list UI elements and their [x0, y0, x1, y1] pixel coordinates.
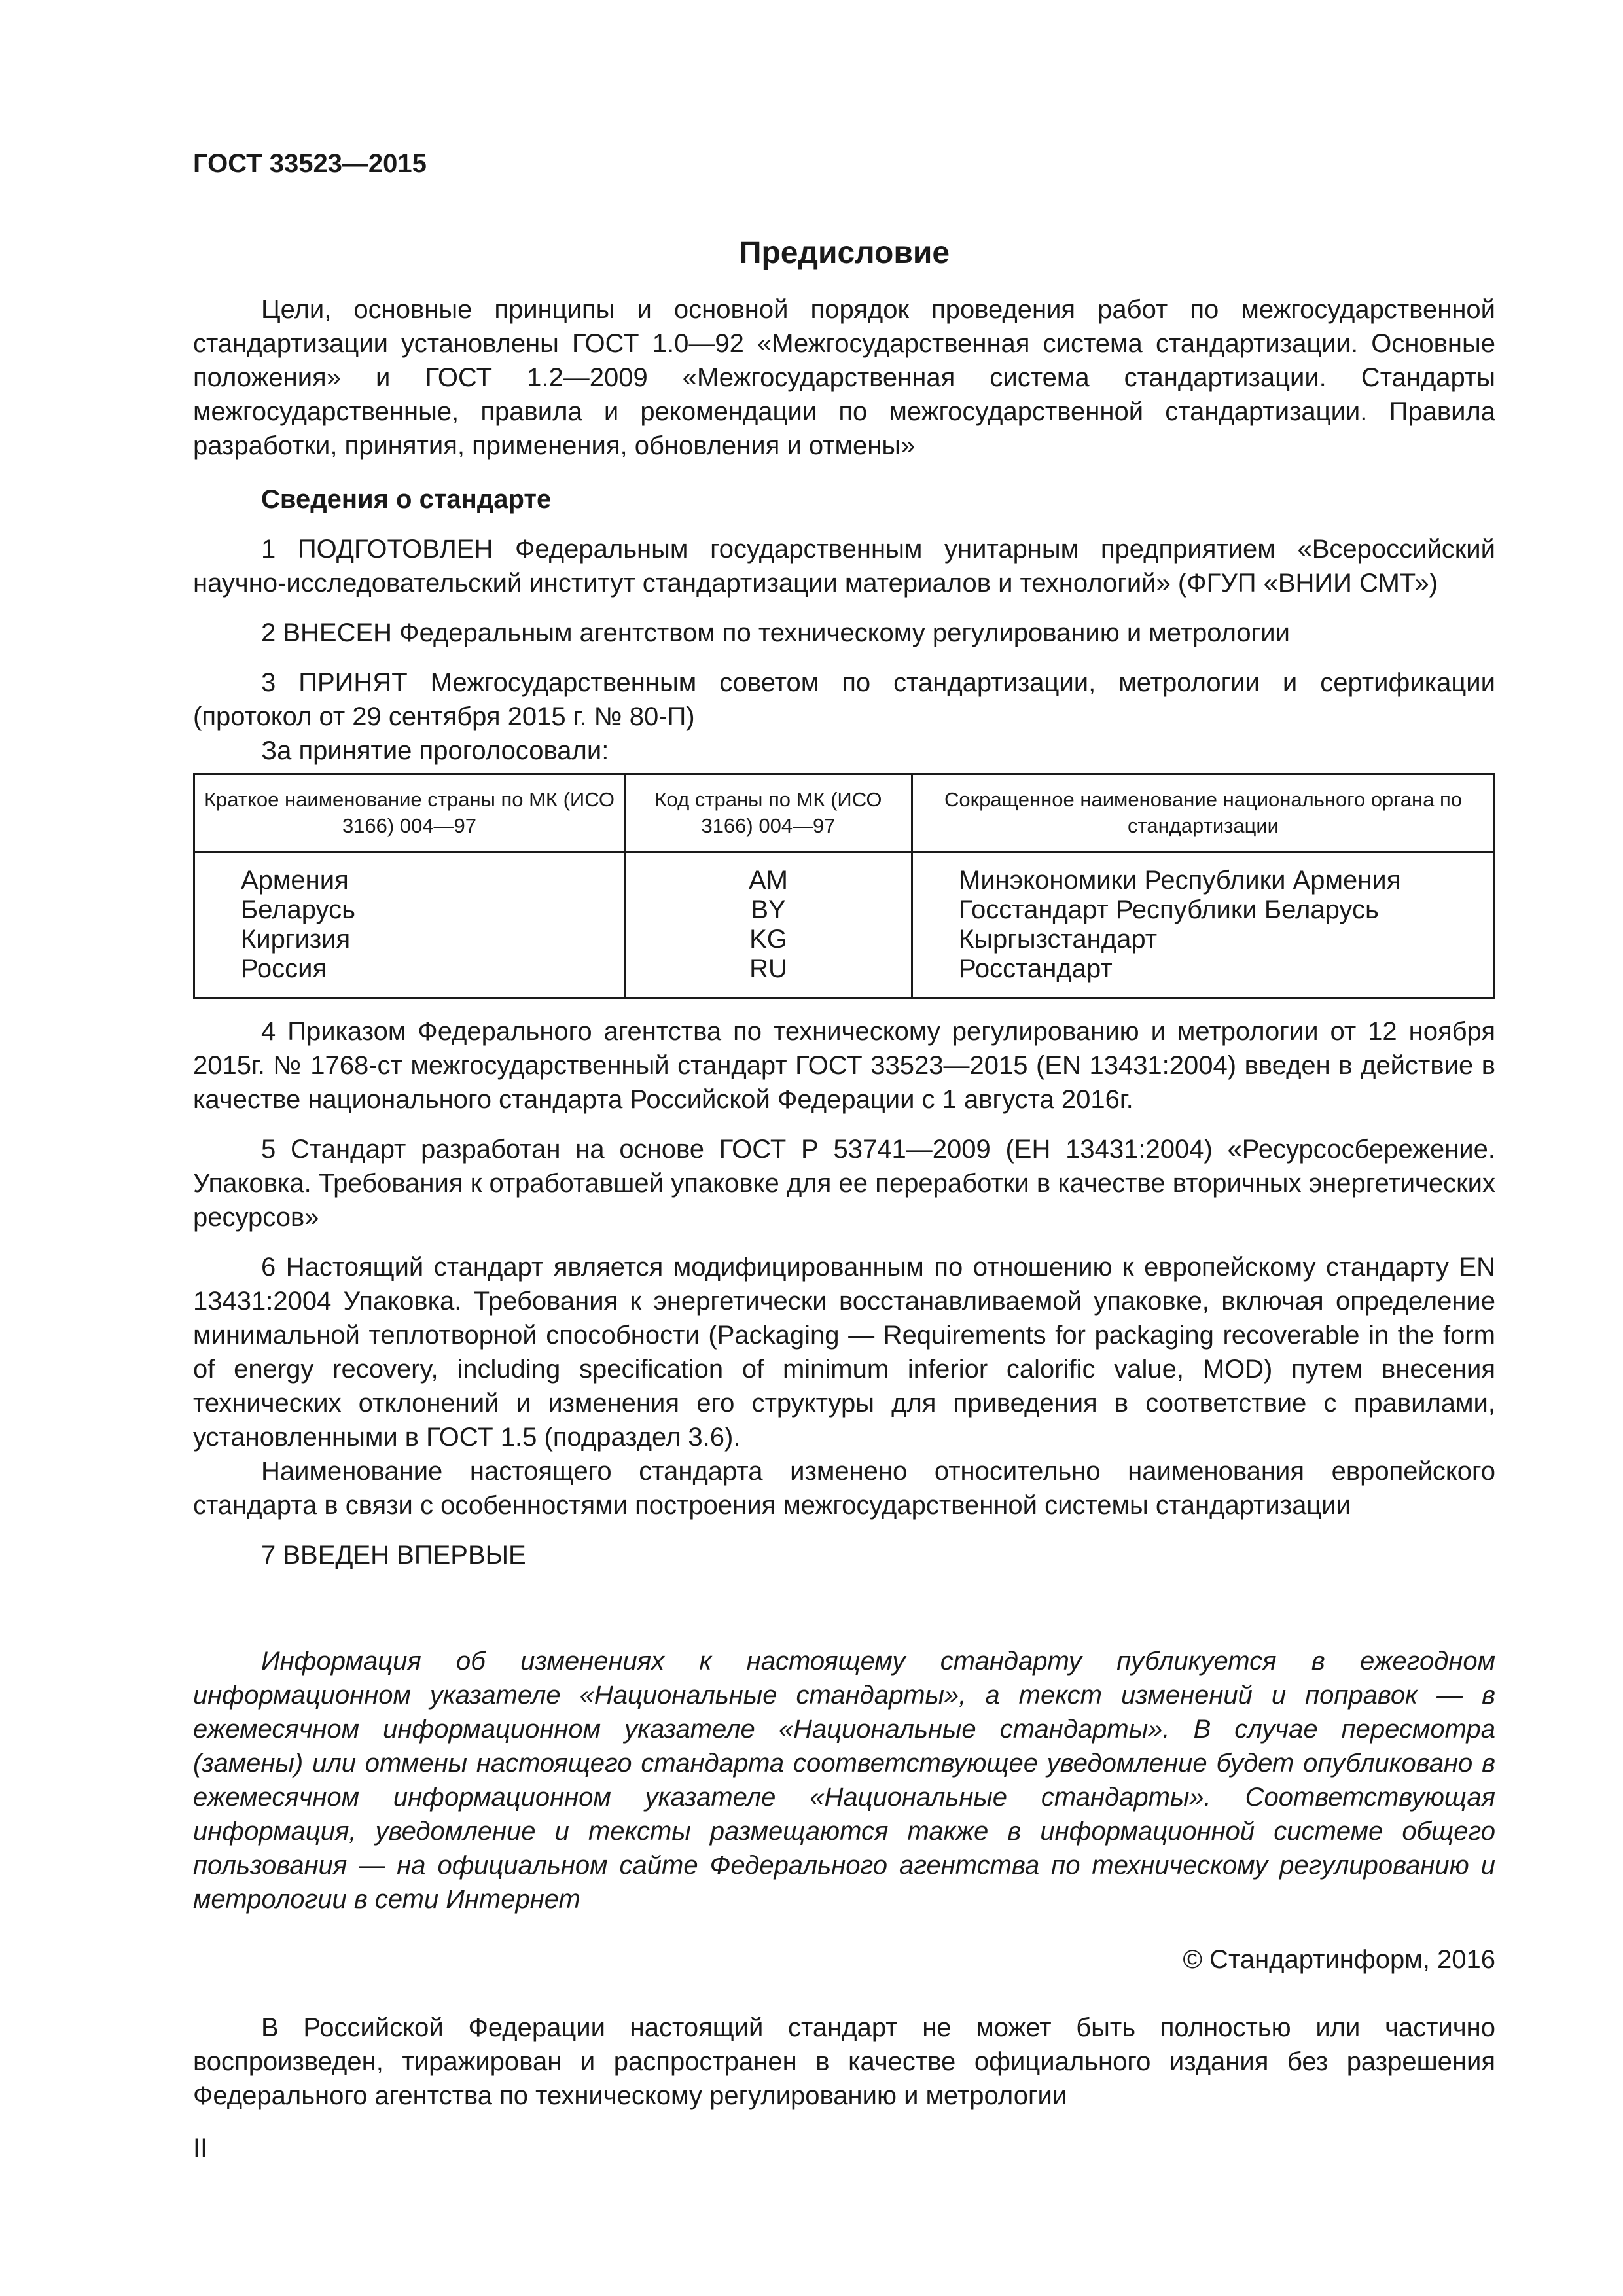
table-header-row	[194, 774, 1495, 852]
table-cell-body: Кыргызстандарт	[912, 925, 1495, 954]
page-title: Предисловие	[738, 236, 950, 270]
item-2: 2 ВНЕСЕН Федеральным агентством по техническому регулированию и метрологии	[261, 619, 1290, 647]
info-notice: Информация об изменениях к настоящему стандарту публикуется в ежегодном информационном указателе «Национальные стандарты», а текст изменений и поправок — в ежемесячном информационном указателе «Национальные стандарты». В случае пересмотра (замены) или отмены настоящего стандарта соответствующее уведомление будет опубликовано в ежемесячном информационном указателе «Национальные стандарты». Соответствующая информация, уведомление и тексты размещаются также в информационной системе общего пользования — на официальном сайте Федерального агентства по техническому регулированию и метрологии в сети Интернет	[193, 1647, 1495, 1914]
document-header: ГОСТ 33523—2015	[193, 149, 427, 178]
table-cell-country: Киргизия	[194, 925, 625, 954]
table-header-country: Краткое наименование страны по МК (ИСО 3166) 004—97	[194, 774, 625, 852]
table-cell-country: Армения	[194, 852, 625, 896]
item-3: 3 ПРИНЯТ Межгосударственным советом по стандартизации, метрологии и сертификации (протокол от 29 сентября 2015 г. № 80-П)	[193, 668, 1495, 731]
page-content	[193, 131, 1495, 2165]
copyright: © Стандартинформ, 2016	[1183, 1945, 1495, 1974]
item-5: 5 Стандарт разработан на основе ГОСТ Р 53741—2009 (ЕН 13431:2004) «Ресурсосбережение. Упаковка. Требования к отработавшей упаковке для ее переработки в качестве вторичных энергетических ресурсов»	[193, 1135, 1495, 1232]
item-7: 7 ВВЕДЕН ВПЕРВЫЕ	[261, 1541, 526, 1570]
table-cell-body: Минэкономики Республики Армения	[912, 852, 1495, 896]
table-cell-code: KG	[625, 925, 912, 954]
table-cell-body: Росстандарт	[912, 954, 1495, 998]
rights-notice: В Российской Федерации настоящий стандарт не может быть полностью или частично воспроизведен, тиражирован и распространен в качестве официального издания без разрешения Федерального агентства по техническому регулированию и метрологии	[193, 2013, 1495, 2110]
item-1: 1 ПОДГОТОВЛЕН Федеральным государственным унитарным предприятием «Всероссийский научно-исследовательский институт стандартизации материалов и технологий» (ФГУП «ВНИИ СМТ»)	[193, 535, 1495, 598]
vote-label: За принятие проголосовали:	[261, 736, 609, 765]
table-cell-code: AM	[625, 852, 912, 896]
table-row	[194, 895, 1495, 925]
intro-paragraph: Цели, основные принципы и основной порядок проведения работ по межгосударственной стандартизации установлены ГОСТ 1.0—92 «Межгосударственная система стандартизации. Основные положения» и ГОСТ 1.2—2009 «Межгосударственная система стандартизации. Стандарты межгосударственные, правила и рекомендации по межгосударственной стандартизации. Правила разработки, принятия, применения, обновления и отмены»	[193, 295, 1495, 460]
page-number: II	[193, 2134, 208, 2162]
item-6-note: Наименование настоящего стандарта изменено относительно наименования европейского стандарта в связи с особенностями построения межгосударственной системы стандартизации	[193, 1457, 1495, 1520]
table-row	[194, 954, 1495, 998]
table-cell-body: Госстандарт Республики Беларусь	[912, 895, 1495, 925]
item-4: 4 Приказом Федерального агентства по техническому регулированию и метрологии от 12 ноября 2015г. № 1768-ст межгосударственный стандарт ГОСТ 33523—2015 (EN 13431:2004) введен в действие в качестве национального стандарта Российской Федерации с 1 августа 2016г.	[193, 1017, 1495, 1114]
table-header-code: Код страны по МК (ИСО 3166) 004—97	[625, 774, 912, 852]
table-cell-code: RU	[625, 954, 912, 998]
table-row	[194, 852, 1495, 896]
table-cell-country: Беларусь	[194, 895, 625, 925]
table-cell-code: BY	[625, 895, 912, 925]
item-6: 6 Настоящий стандарт является модифицированным по отношению к европейскому стандарту EN 13431:2004 Упаковка. Требования к энергетически восстанавливаемой упаковке, включая определение минимальной теплотворной способности (Packaging — Requirements for packaging recoverable in the form of energy recovery, including specification of minimum inferior calorific value, MOD) путем внесения технических отклонений и изменения его структуры для приведения в соответствие с правилами, установленными в ГОСТ 1.5 (подраздел 3.6).	[193, 1253, 1495, 1452]
section-heading: Сведения о стандарте	[261, 485, 552, 514]
table-header-body: Сокращенное наименование национального органа по стандартизации	[912, 774, 1495, 852]
voting-table	[193, 773, 1495, 999]
table-cell-country: Россия	[194, 954, 625, 998]
table-row	[194, 925, 1495, 954]
